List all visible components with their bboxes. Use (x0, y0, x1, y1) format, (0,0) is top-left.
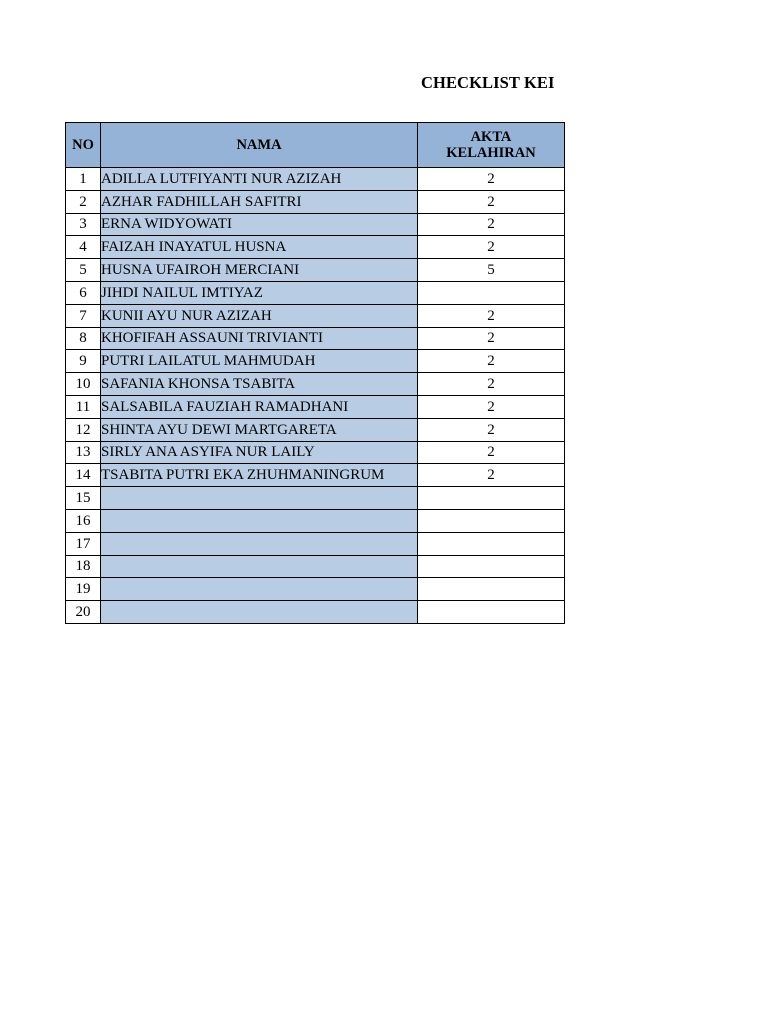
student-name-cell: PUTRI LAILATUL MAHMUDAH (101, 350, 418, 373)
student-name-cell: SHINTA AYU DEWI MARTGARETA (101, 418, 418, 441)
table-row (66, 190, 565, 213)
header-nama: NAMA (101, 123, 418, 168)
row-number-cell: 2 (66, 190, 101, 213)
student-name-cell: ADILLA LUTFIYANTI NUR AZIZAH (101, 168, 418, 191)
student-name-cell (101, 601, 418, 624)
row-number-cell: 1 (66, 168, 101, 191)
row-number-cell: 17 (66, 532, 101, 555)
student-name-cell: KHOFIFAH ASSAUNI TRIVIANTI (101, 327, 418, 350)
akta-kelahiran-cell (418, 281, 565, 304)
akta-kelahiran-cell: 2 (418, 395, 565, 418)
student-name-cell: AZHAR FADHILLAH SAFITRI (101, 190, 418, 213)
akta-kelahiran-cell: 2 (418, 190, 565, 213)
table-row (66, 532, 565, 555)
akta-kelahiran-cell: 2 (418, 327, 565, 350)
row-number-cell: 16 (66, 509, 101, 532)
row-number-cell: 11 (66, 395, 101, 418)
akta-kelahiran-cell (418, 487, 565, 510)
row-number-cell: 3 (66, 213, 101, 236)
table-row (66, 555, 565, 578)
row-number-cell: 9 (66, 350, 101, 373)
header-akta-kelahiran: AKTA KELAHIRAN (418, 123, 565, 168)
header-no: NO (66, 123, 101, 168)
table-row (66, 509, 565, 532)
student-name-cell: ERNA WIDYOWATI (101, 213, 418, 236)
student-name-cell (101, 578, 418, 601)
row-number-cell: 4 (66, 236, 101, 259)
akta-kelahiran-cell: 2 (418, 464, 565, 487)
akta-kelahiran-cell: 2 (418, 441, 565, 464)
student-name-cell: FAIZAH INAYATUL HUSNA (101, 236, 418, 259)
akta-kelahiran-cell (418, 601, 565, 624)
student-name-cell (101, 509, 418, 532)
table-row (66, 168, 565, 191)
akta-kelahiran-cell (418, 532, 565, 555)
row-number-cell: 8 (66, 327, 101, 350)
row-number-cell: 6 (66, 281, 101, 304)
akta-kelahiran-cell: 2 (418, 213, 565, 236)
akta-kelahiran-cell: 2 (418, 418, 565, 441)
akta-kelahiran-cell: 2 (418, 304, 565, 327)
table-row (66, 213, 565, 236)
table-row (66, 259, 565, 282)
student-name-cell: TSABITA PUTRI EKA ZHUHMANINGRUM (101, 464, 418, 487)
akta-kelahiran-cell: 2 (418, 168, 565, 191)
akta-kelahiran-cell (418, 578, 565, 601)
row-number-cell: 18 (66, 555, 101, 578)
student-name-cell: SAFANIA KHONSA TSABITA (101, 373, 418, 396)
student-name-cell (101, 532, 418, 555)
header-row (66, 123, 565, 168)
table-row (66, 578, 565, 601)
table-row (66, 281, 565, 304)
page-title: CHECKLIST KEI (421, 73, 555, 92)
student-name-cell: SIRLY ANA ASYIFA NUR LAILY (101, 441, 418, 464)
table-row (66, 304, 565, 327)
student-name-cell: JIHDI NAILUL IMTIYAZ (101, 281, 418, 304)
row-number-cell: 19 (66, 578, 101, 601)
student-name-cell: HUSNA UFAIROH MERCIANI (101, 259, 418, 282)
student-name-cell: KUNII AYU NUR AZIZAH (101, 304, 418, 327)
row-number-cell: 20 (66, 601, 101, 624)
table-row (66, 601, 565, 624)
student-name-cell (101, 487, 418, 510)
table-row (66, 418, 565, 441)
checklist-table (65, 122, 565, 624)
row-number-cell: 12 (66, 418, 101, 441)
student-name-cell (101, 555, 418, 578)
row-number-cell: 5 (66, 259, 101, 282)
table-row (66, 327, 565, 350)
table-row (66, 350, 565, 373)
akta-kelahiran-cell: 2 (418, 236, 565, 259)
table-row (66, 441, 565, 464)
akta-kelahiran-cell: 5 (418, 259, 565, 282)
row-number-cell: 13 (66, 441, 101, 464)
akta-kelahiran-cell: 2 (418, 373, 565, 396)
row-number-cell: 7 (66, 304, 101, 327)
table-body (66, 168, 565, 624)
table-row (66, 487, 565, 510)
akta-kelahiran-cell (418, 509, 565, 532)
row-number-cell: 15 (66, 487, 101, 510)
akta-kelahiran-cell (418, 555, 565, 578)
row-number-cell: 14 (66, 464, 101, 487)
student-name-cell: SALSABILA FAUZIAH RAMADHANI (101, 395, 418, 418)
table-row (66, 236, 565, 259)
table-row (66, 373, 565, 396)
akta-kelahiran-cell: 2 (418, 350, 565, 373)
row-number-cell: 10 (66, 373, 101, 396)
table-row (66, 464, 565, 487)
table-row (66, 395, 565, 418)
